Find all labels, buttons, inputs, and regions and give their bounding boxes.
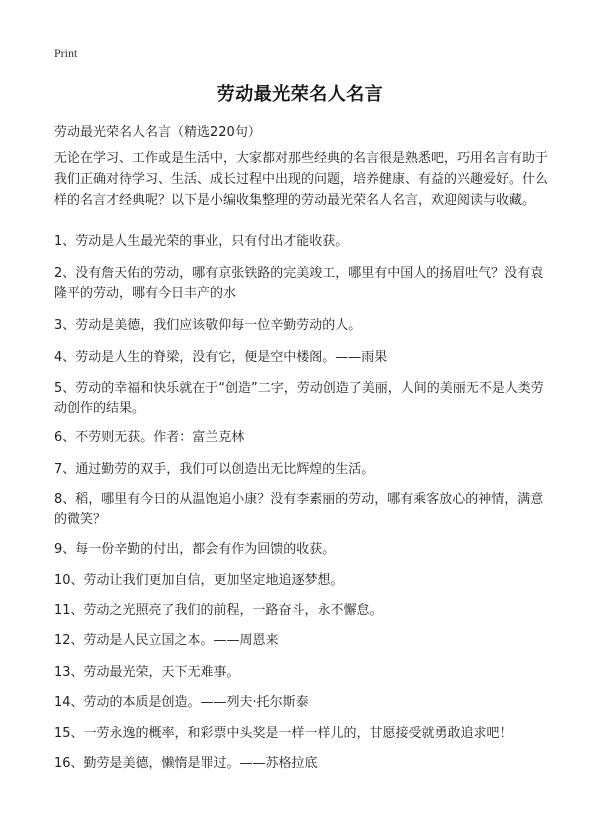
quote-item-8: 8、稻，哪里有今日的从温饱追小康？没有李素丽的劳动，哪有乘客放心的神情，满意的微笑？ xyxy=(54,492,544,527)
quote-item-15: 15、一劳永逸的概率，和彩票中头奖是一样一样儿的，甘愿接受就勇敢追求吧！ xyxy=(54,726,513,741)
quote-item-5: 5、劳动的幸福和快乐就在于“创造”二字，劳动创造了美丽，人间的美丽无不是人类劳动创作的结果。 xyxy=(54,381,544,416)
quote-item-14: 14、劳动的本质是创造。——列夫·托尔斯泰 xyxy=(54,695,309,710)
page-title: 劳动最光荣名人名言 xyxy=(216,84,384,105)
quote-item-16: 16、勤劳是美德，懒惰是罪过。——苏格拉底 xyxy=(54,756,318,771)
quote-item-6: 6、不劳则无获。作者：富兰克林 xyxy=(54,430,245,445)
quote-item-1: 1、劳动是人生最光荣的事业，只有付出才能收获。 xyxy=(54,234,349,249)
quote-item-13: 13、劳动最光荣，天下无难事。 xyxy=(54,665,240,680)
quote-item-4: 4、劳动是人生的脊梁，没有它，便是空中楼阁。——雨果 xyxy=(54,350,388,365)
quote-item-2: 2、没有詹天佑的劳动，哪有京张铁路的完美竣工，哪里有中国人的扬眉吐气？没有袁隆平的劳动，哪有今日丰产的水 xyxy=(54,266,544,301)
quote-item-11: 11、劳动之光照亮了我们的前程，一路奋斗，永不懈怠。 xyxy=(54,603,383,618)
print-link[interactable]: Print xyxy=(54,46,78,60)
quote-item-9: 9、每一份辛勤的付出，都会有作为回馈的收获。 xyxy=(54,542,336,557)
subtitle: 劳动最光荣名人名言（精选220句） xyxy=(54,125,261,140)
quote-item-3: 3、劳动是美德，我们应该敬仰每一位辛勤劳动的人。 xyxy=(54,318,362,333)
quote-item-10: 10、劳动让我们更加自信，更加坚定地追逐梦想。 xyxy=(54,573,344,588)
intro-paragraph: 无论在学习、工作或是生活中，大家都对那些经典的名言很是熟悉吧，巧用名言有助于我们正确对待学习、生活、成长过程中出现的问题，培养健康、有益的兴趣爱好。什么样的名言才经典呢？以下是小编收集整理的劳动最光荣名人名言，欢迎阅读与收藏。 xyxy=(54,151,549,208)
quote-item-7: 7、通过勤劳的双手，我们可以创造出无比辉煌的生活。 xyxy=(54,462,375,477)
quote-item-12: 12、劳动是人民立国之本。——周恩来 xyxy=(54,633,279,648)
